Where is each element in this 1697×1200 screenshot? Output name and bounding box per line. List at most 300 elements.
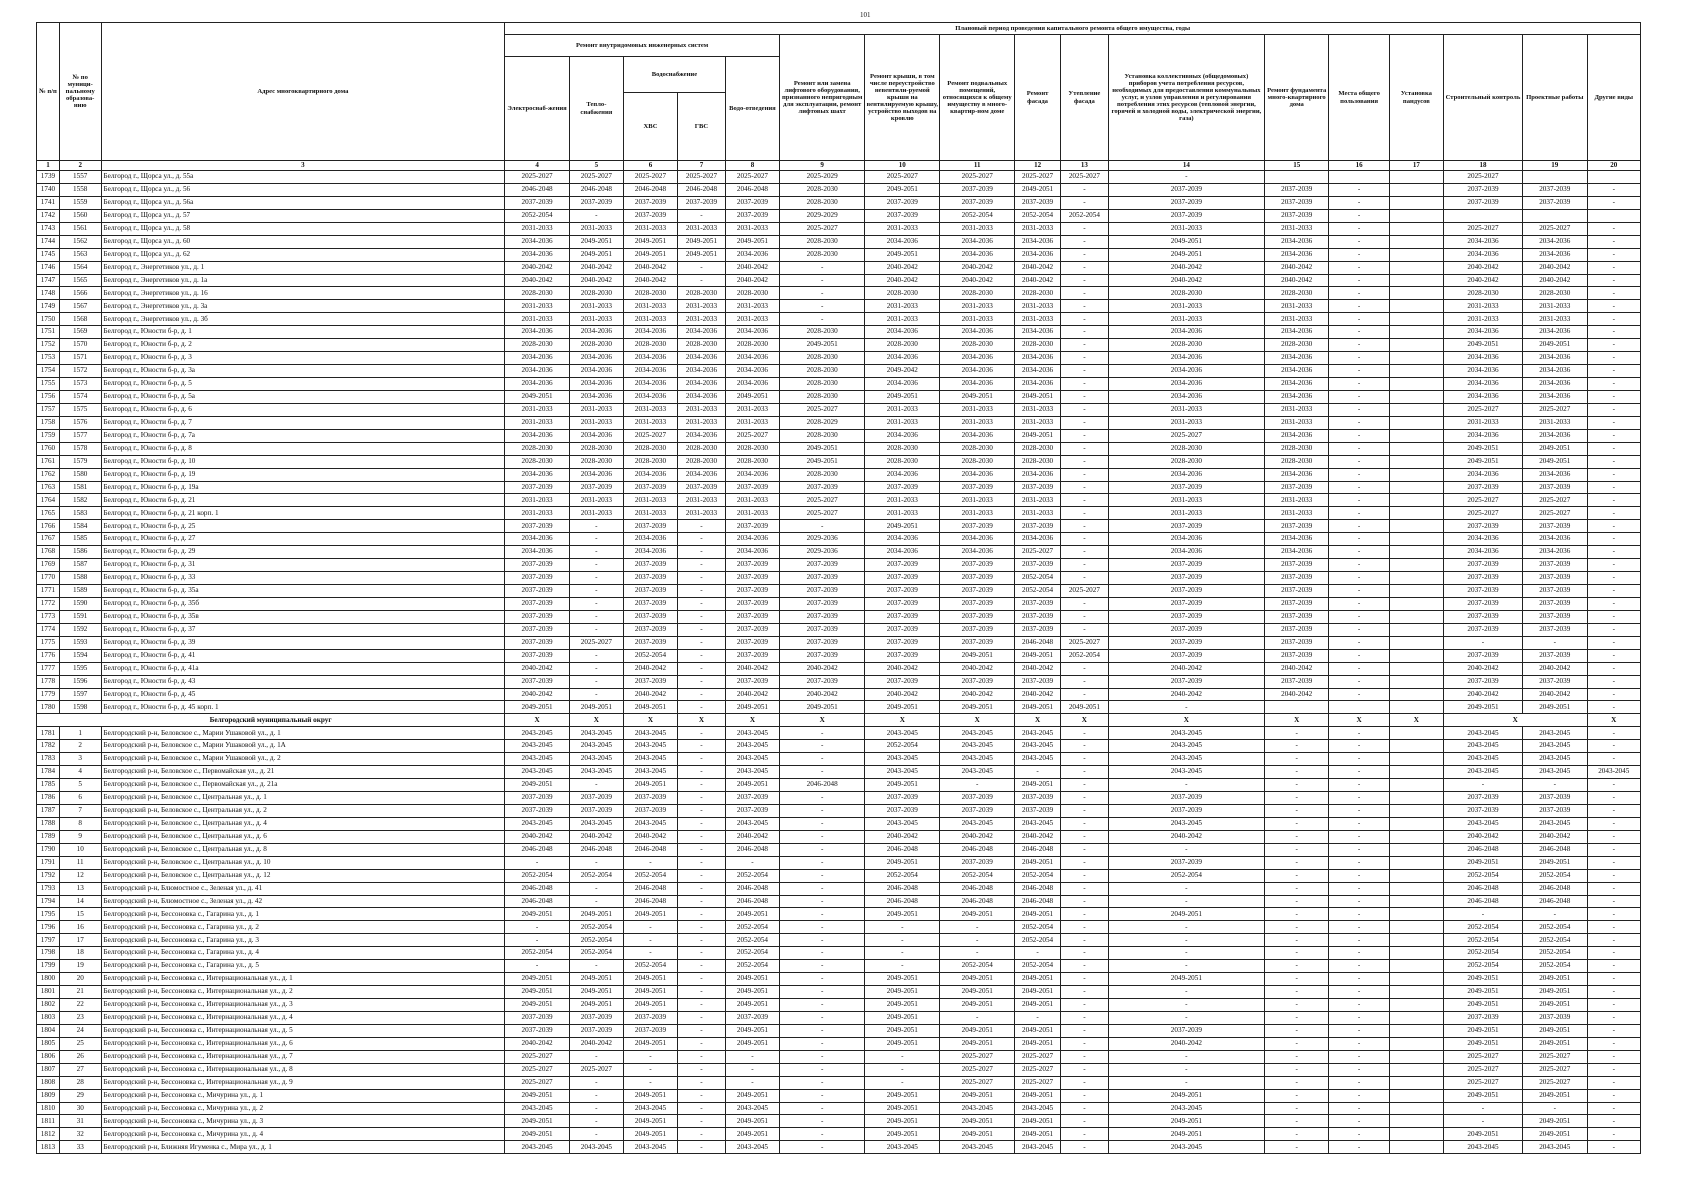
section-marker: X bbox=[569, 714, 623, 727]
period-cell: - bbox=[569, 546, 623, 559]
period-cell: 2037-2039 bbox=[1108, 209, 1264, 222]
period-cell: - bbox=[623, 1076, 677, 1089]
section-marker: X bbox=[1587, 714, 1640, 727]
period-cell: - bbox=[1587, 559, 1640, 572]
period-cell: 2034-2036 bbox=[1015, 326, 1061, 339]
period-cell: - bbox=[569, 1115, 623, 1128]
period-cell: 2037-2039 bbox=[725, 572, 779, 585]
period-cell: - bbox=[1060, 753, 1108, 766]
table-row bbox=[37, 623, 1641, 636]
period-cell bbox=[1389, 1024, 1443, 1037]
period-cell: 2040-2042 bbox=[1443, 662, 1522, 675]
municipal-number-cell: 1565 bbox=[59, 274, 101, 287]
period-cell: - bbox=[1264, 973, 1329, 986]
period-cell: 2037-2039 bbox=[725, 481, 779, 494]
period-cell: 2049-2051 bbox=[1015, 390, 1061, 403]
period-cell: 2043-2045 bbox=[1587, 766, 1640, 779]
period-cell: 2037-2039 bbox=[940, 183, 1015, 196]
period-cell: - bbox=[1264, 817, 1329, 830]
period-cell: 2040-2042 bbox=[725, 274, 779, 287]
period-cell bbox=[1389, 390, 1443, 403]
period-cell: 2037-2039 bbox=[780, 649, 865, 662]
period-cell: - bbox=[1587, 287, 1640, 300]
period-cell: - bbox=[1060, 1063, 1108, 1076]
period-cell: 2037-2039 bbox=[940, 623, 1015, 636]
period-cell: - bbox=[569, 960, 623, 973]
period-cell bbox=[1389, 261, 1443, 274]
municipal-number-cell: 7 bbox=[59, 804, 101, 817]
period-cell: 2037-2039 bbox=[505, 585, 570, 598]
period-cell: 2029-2029 bbox=[780, 209, 865, 222]
period-cell: 2043-2045 bbox=[569, 753, 623, 766]
period-cell: 2049-2051 bbox=[1523, 1128, 1588, 1141]
period-cell: - bbox=[780, 1063, 865, 1076]
period-cell: 2034-2036 bbox=[1264, 235, 1329, 248]
table-row bbox=[37, 546, 1641, 559]
period-cell: 2037-2039 bbox=[725, 559, 779, 572]
period-cell bbox=[1389, 882, 1443, 895]
period-cell: 2031-2033 bbox=[505, 222, 570, 235]
period-cell: 2028-2030 bbox=[623, 287, 677, 300]
period-cell: - bbox=[1329, 559, 1389, 572]
period-cell: 2028-2030 bbox=[505, 442, 570, 455]
period-cell: - bbox=[1108, 934, 1264, 947]
period-cell: 2034-2036 bbox=[1443, 248, 1522, 261]
period-cell: 2049-2051 bbox=[1060, 701, 1108, 714]
period-cell: 2043-2045 bbox=[725, 1141, 779, 1154]
period-cell: 2028-2030 bbox=[780, 183, 865, 196]
period-cell: - bbox=[1060, 183, 1108, 196]
period-cell: 2037-2039 bbox=[569, 804, 623, 817]
period-cell: 2037-2039 bbox=[623, 196, 677, 209]
period-cell: 2034-2036 bbox=[1108, 352, 1264, 365]
period-cell: - bbox=[940, 934, 1015, 947]
period-cell: - bbox=[1329, 688, 1389, 701]
period-cell: 2043-2045 bbox=[865, 753, 940, 766]
period-cell: 2034-2036 bbox=[1523, 468, 1588, 481]
period-cell: 2034-2036 bbox=[865, 429, 940, 442]
period-cell: 2034-2036 bbox=[865, 326, 940, 339]
municipal-number-cell: 25 bbox=[59, 1037, 101, 1050]
period-cell bbox=[1587, 171, 1640, 184]
period-cell: 2037-2039 bbox=[1443, 196, 1522, 209]
municipal-number-cell: 1596 bbox=[59, 675, 101, 688]
period-cell: 2037-2039 bbox=[1015, 792, 1061, 805]
column-number: 1 bbox=[37, 161, 60, 171]
period-cell: - bbox=[1329, 597, 1389, 610]
municipal-number-cell: 17 bbox=[59, 934, 101, 947]
period-cell: 2037-2039 bbox=[1108, 481, 1264, 494]
period-cell: - bbox=[780, 1141, 865, 1154]
period-cell: 2037-2039 bbox=[1523, 610, 1588, 623]
period-cell: 2040-2042 bbox=[1264, 261, 1329, 274]
period-cell: 2046-2048 bbox=[1523, 843, 1588, 856]
period-cell: 2037-2039 bbox=[780, 559, 865, 572]
period-cell: - bbox=[569, 882, 623, 895]
period-cell: 2028-2030 bbox=[725, 455, 779, 468]
period-cell: 2040-2042 bbox=[623, 662, 677, 675]
table-row bbox=[37, 1050, 1641, 1063]
period-cell: - bbox=[678, 766, 726, 779]
row-index-cell: 1750 bbox=[37, 313, 60, 326]
period-cell: 2025-2027 bbox=[1443, 1063, 1522, 1076]
period-cell: 2034-2036 bbox=[623, 468, 677, 481]
col-ramps-header: Установка пандусов bbox=[1389, 35, 1443, 161]
period-cell: 2037-2039 bbox=[1523, 196, 1588, 209]
period-cell: - bbox=[780, 1037, 865, 1050]
row-index-cell: 1801 bbox=[37, 986, 60, 999]
period-cell: 2037-2039 bbox=[725, 649, 779, 662]
period-cell: 2037-2039 bbox=[505, 636, 570, 649]
period-cell: 2043-2045 bbox=[1523, 727, 1588, 740]
period-cell: - bbox=[1108, 1050, 1264, 1063]
table-row bbox=[37, 947, 1641, 960]
period-cell: 2028-2030 bbox=[780, 378, 865, 391]
municipal-number-cell: 1560 bbox=[59, 209, 101, 222]
period-cell: 2049-2051 bbox=[1523, 986, 1588, 999]
municipal-number-cell: 1571 bbox=[59, 352, 101, 365]
period-cell: - bbox=[1329, 753, 1389, 766]
period-cell: 2031-2033 bbox=[1264, 494, 1329, 507]
period-cell: - bbox=[1329, 235, 1389, 248]
municipal-number-cell: 1590 bbox=[59, 597, 101, 610]
period-cell: - bbox=[1329, 365, 1389, 378]
period-cell: 2043-2045 bbox=[725, 1102, 779, 1115]
period-cell: - bbox=[1587, 1128, 1640, 1141]
period-cell: 2028-2030 bbox=[1523, 287, 1588, 300]
period-cell: 2031-2033 bbox=[940, 416, 1015, 429]
period-cell: - bbox=[1443, 779, 1522, 792]
period-cell: 2034-2036 bbox=[623, 533, 677, 546]
period-cell: 2043-2045 bbox=[725, 766, 779, 779]
period-cell: - bbox=[1587, 610, 1640, 623]
period-cell: - bbox=[1329, 908, 1389, 921]
period-cell: 2028-2030 bbox=[940, 455, 1015, 468]
table-row bbox=[37, 300, 1641, 313]
address-cell: Белгородский р-н, Бессоновка с., Интернациональная ул., д. 7 bbox=[101, 1050, 505, 1063]
address-cell: Белгород г., Юности б-р, д. 25 bbox=[101, 520, 505, 533]
period-cell: - bbox=[780, 986, 865, 999]
period-cell: - bbox=[1264, 947, 1329, 960]
period-cell: - bbox=[1060, 869, 1108, 882]
period-cell: 2025-2027 bbox=[505, 1076, 570, 1089]
period-cell bbox=[1389, 675, 1443, 688]
period-cell: - bbox=[569, 572, 623, 585]
period-cell: 2025-2027 bbox=[1443, 1076, 1522, 1089]
col-facade-header: Ремонт фасада bbox=[1015, 35, 1061, 161]
period-cell: - bbox=[865, 1063, 940, 1076]
period-cell: - bbox=[780, 1024, 865, 1037]
period-cell: 2037-2039 bbox=[865, 792, 940, 805]
period-cell: - bbox=[1329, 481, 1389, 494]
address-cell: Белгород г., Юности б-р, д. 19 bbox=[101, 468, 505, 481]
period-cell: - bbox=[569, 649, 623, 662]
period-cell: - bbox=[725, 1050, 779, 1063]
row-index-cell: 1808 bbox=[37, 1076, 60, 1089]
period-cell: 2034-2036 bbox=[1015, 468, 1061, 481]
period-cell bbox=[1389, 287, 1443, 300]
period-cell: - bbox=[1329, 378, 1389, 391]
period-cell bbox=[1389, 196, 1443, 209]
table-row bbox=[37, 533, 1641, 546]
period-cell: 2040-2042 bbox=[569, 1037, 623, 1050]
period-cell: 2037-2039 bbox=[940, 481, 1015, 494]
period-cell: - bbox=[1587, 339, 1640, 352]
period-cell: 2049-2051 bbox=[940, 701, 1015, 714]
period-cell: - bbox=[1060, 546, 1108, 559]
period-cell: 2031-2033 bbox=[1108, 313, 1264, 326]
period-cell: 2040-2042 bbox=[725, 261, 779, 274]
period-cell: 2052-2054 bbox=[1015, 869, 1061, 882]
period-cell: - bbox=[780, 960, 865, 973]
period-cell: - bbox=[569, 675, 623, 688]
period-cell: 2052-2054 bbox=[1523, 934, 1588, 947]
address-cell: Белгород г., Юности б-р, д. 39 bbox=[101, 636, 505, 649]
row-index-cell: 1783 bbox=[37, 753, 60, 766]
period-cell: 2031-2033 bbox=[505, 494, 570, 507]
col-hot-water-header: ГВС bbox=[678, 93, 726, 161]
row-index-cell: 1789 bbox=[37, 830, 60, 843]
period-cell: 2034-2036 bbox=[1108, 390, 1264, 403]
period-cell: - bbox=[1587, 507, 1640, 520]
period-cell: - bbox=[1108, 960, 1264, 973]
period-cell: 2052-2054 bbox=[1443, 960, 1522, 973]
period-cell: 2049-2051 bbox=[1443, 1089, 1522, 1102]
period-cell: 2046-2048 bbox=[1523, 895, 1588, 908]
period-cell bbox=[1389, 352, 1443, 365]
period-cell: 2049-2051 bbox=[623, 701, 677, 714]
period-cell: - bbox=[1587, 792, 1640, 805]
period-cell: - bbox=[569, 779, 623, 792]
row-index-cell: 1753 bbox=[37, 352, 60, 365]
period-cell: 2034-2036 bbox=[865, 235, 940, 248]
row-index-cell: 1772 bbox=[37, 597, 60, 610]
period-cell bbox=[1389, 339, 1443, 352]
period-cell: 2031-2033 bbox=[1264, 300, 1329, 313]
period-cell: - bbox=[569, 520, 623, 533]
municipal-number-cell: 1587 bbox=[59, 559, 101, 572]
period-cell: 2037-2039 bbox=[780, 597, 865, 610]
period-cell: 2049-2051 bbox=[623, 908, 677, 921]
period-cell: - bbox=[1108, 1063, 1264, 1076]
address-cell: Белгород г., Юности б-р, д. 2 bbox=[101, 339, 505, 352]
period-cell bbox=[1587, 209, 1640, 222]
municipal-number-cell: 1573 bbox=[59, 378, 101, 391]
period-cell: 2040-2042 bbox=[623, 274, 677, 287]
period-cell: - bbox=[678, 572, 726, 585]
period-cell: 2037-2039 bbox=[505, 481, 570, 494]
period-cell: 2037-2039 bbox=[569, 196, 623, 209]
period-cell: 2025-2027 bbox=[505, 171, 570, 184]
period-cell: - bbox=[1587, 1011, 1640, 1024]
table-row bbox=[37, 494, 1641, 507]
period-cell: 2049-2051 bbox=[1015, 1037, 1061, 1050]
period-cell: 2046-2048 bbox=[940, 895, 1015, 908]
period-cell: 2043-2045 bbox=[1443, 727, 1522, 740]
period-cell: 2040-2042 bbox=[569, 274, 623, 287]
period-cell: 2049-2051 bbox=[569, 986, 623, 999]
period-cell: - bbox=[569, 623, 623, 636]
period-cell: 2037-2039 bbox=[1443, 597, 1522, 610]
period-cell: - bbox=[569, 688, 623, 701]
period-cell: 2049-2051 bbox=[623, 235, 677, 248]
table-row bbox=[37, 390, 1641, 403]
period-cell: - bbox=[865, 947, 940, 960]
table-row bbox=[37, 895, 1641, 908]
period-cell: 2025-2027 bbox=[940, 1050, 1015, 1063]
period-cell: 2049-2051 bbox=[1015, 779, 1061, 792]
period-cell: 2049-2051 bbox=[1523, 856, 1588, 869]
period-cell: 2043-2045 bbox=[505, 727, 570, 740]
period-cell: 2040-2042 bbox=[505, 662, 570, 675]
period-cell: 2049-2051 bbox=[1443, 1128, 1522, 1141]
period-cell: 2028-2030 bbox=[569, 287, 623, 300]
period-cell: - bbox=[1264, 908, 1329, 921]
period-cell: 2040-2042 bbox=[505, 830, 570, 843]
period-cell: 2037-2039 bbox=[865, 481, 940, 494]
period-cell: 2040-2042 bbox=[1443, 274, 1522, 287]
municipal-number-cell: 16 bbox=[59, 921, 101, 934]
period-cell: - bbox=[1329, 934, 1389, 947]
period-cell: - bbox=[1060, 365, 1108, 378]
period-cell: - bbox=[1523, 779, 1588, 792]
period-cell bbox=[1389, 416, 1443, 429]
period-cell: 2049-2051 bbox=[865, 183, 940, 196]
row-index-cell: 1746 bbox=[37, 261, 60, 274]
period-cell: - bbox=[1264, 830, 1329, 843]
row-index-cell: 1762 bbox=[37, 468, 60, 481]
municipal-number-cell: 1566 bbox=[59, 287, 101, 300]
period-cell: 2037-2039 bbox=[1015, 623, 1061, 636]
period-cell: 2031-2033 bbox=[505, 403, 570, 416]
table-row bbox=[37, 727, 1641, 740]
period-cell: 2028-2030 bbox=[780, 390, 865, 403]
period-cell: - bbox=[569, 209, 623, 222]
table-row bbox=[37, 688, 1641, 701]
period-cell: - bbox=[1060, 662, 1108, 675]
period-cell: 2049-2051 bbox=[725, 1037, 779, 1050]
period-cell: 2043-2045 bbox=[725, 740, 779, 753]
period-cell: - bbox=[1264, 882, 1329, 895]
period-cell: 2034-2036 bbox=[678, 365, 726, 378]
address-cell: Белгородский р-н, Бессоновка с., Мичурина ул., д. 1 bbox=[101, 1089, 505, 1102]
period-cell: 2049-2051 bbox=[865, 986, 940, 999]
period-cell bbox=[1389, 1089, 1443, 1102]
period-cell: - bbox=[780, 766, 865, 779]
period-cell: 2037-2039 bbox=[725, 675, 779, 688]
period-cell: 2034-2036 bbox=[1264, 429, 1329, 442]
period-cell: 2040-2042 bbox=[1264, 274, 1329, 287]
period-cell: 2049-2051 bbox=[865, 999, 940, 1012]
period-cell: 2028-2030 bbox=[780, 468, 865, 481]
period-cell bbox=[1389, 1115, 1443, 1128]
period-cell: 2037-2039 bbox=[505, 520, 570, 533]
municipal-number-cell: 1570 bbox=[59, 339, 101, 352]
municipal-number-cell: 1586 bbox=[59, 546, 101, 559]
period-cell: - bbox=[1264, 1063, 1329, 1076]
period-cell: - bbox=[1523, 908, 1588, 921]
period-cell: 2028-2030 bbox=[1264, 442, 1329, 455]
period-cell: 2052-2054 bbox=[725, 921, 779, 934]
period-cell: 2049-2051 bbox=[865, 1089, 940, 1102]
period-cell: 2034-2036 bbox=[505, 546, 570, 559]
period-cell: - bbox=[1587, 882, 1640, 895]
period-cell: 2046-2048 bbox=[569, 843, 623, 856]
period-cell: - bbox=[1587, 313, 1640, 326]
period-cell: - bbox=[569, 610, 623, 623]
period-cell: 2037-2039 bbox=[940, 585, 1015, 598]
period-cell: 2043-2045 bbox=[623, 753, 677, 766]
period-cell: 2037-2039 bbox=[780, 481, 865, 494]
row-index-cell: 1763 bbox=[37, 481, 60, 494]
period-cell: - bbox=[865, 934, 940, 947]
period-cell: 2034-2036 bbox=[1015, 533, 1061, 546]
period-cell: - bbox=[1329, 248, 1389, 261]
period-cell: - bbox=[1587, 300, 1640, 313]
table-row bbox=[37, 649, 1641, 662]
row-index-cell: 1739 bbox=[37, 171, 60, 184]
period-cell: 2034-2036 bbox=[623, 326, 677, 339]
period-cell: 2049-2051 bbox=[725, 701, 779, 714]
period-cell: 2031-2033 bbox=[569, 313, 623, 326]
row-index-cell: 1758 bbox=[37, 416, 60, 429]
period-cell: - bbox=[1587, 1141, 1640, 1154]
address-cell: Белгород г., Энергетиков ул., д. 1 bbox=[101, 261, 505, 274]
row-index-cell: 1802 bbox=[37, 999, 60, 1012]
period-cell: 2031-2033 bbox=[865, 313, 940, 326]
period-cell: 2025-2027 bbox=[1443, 494, 1522, 507]
period-cell: - bbox=[1329, 856, 1389, 869]
period-cell: 2049-2051 bbox=[1015, 973, 1061, 986]
period-cell: 2037-2039 bbox=[725, 804, 779, 817]
period-cell: - bbox=[678, 1050, 726, 1063]
period-cell: - bbox=[1329, 274, 1389, 287]
period-cell: 2049-2051 bbox=[1443, 339, 1522, 352]
period-cell bbox=[1389, 701, 1443, 714]
period-cell: 2034-2036 bbox=[505, 533, 570, 546]
period-cell bbox=[1329, 171, 1389, 184]
row-index-cell: 1764 bbox=[37, 494, 60, 507]
period-cell: - bbox=[678, 649, 726, 662]
address-cell: Белгород г., Щорса ул., д. 56а bbox=[101, 196, 505, 209]
period-cell: 2028-2030 bbox=[725, 287, 779, 300]
column-number: 15 bbox=[1264, 161, 1329, 171]
period-cell: - bbox=[678, 999, 726, 1012]
period-cell: - bbox=[1587, 572, 1640, 585]
period-cell: 2049-2051 bbox=[1523, 973, 1588, 986]
period-cell: - bbox=[1264, 921, 1329, 934]
address-cell: Белгород г., Щорса ул., д. 58 bbox=[101, 222, 505, 235]
period-cell: 2025-2027 bbox=[1015, 1076, 1061, 1089]
table-row bbox=[37, 662, 1641, 675]
table-row bbox=[37, 934, 1641, 947]
period-cell: 2031-2033 bbox=[1015, 222, 1061, 235]
period-cell: - bbox=[1329, 209, 1389, 222]
period-cell: 2031-2033 bbox=[725, 300, 779, 313]
period-cell: 2034-2036 bbox=[725, 546, 779, 559]
row-index-cell: 1795 bbox=[37, 908, 60, 921]
period-cell: 2049-2051 bbox=[1523, 1115, 1588, 1128]
period-cell: - bbox=[1329, 610, 1389, 623]
period-cell: 2049-2051 bbox=[865, 1128, 940, 1141]
column-number: 19 bbox=[1523, 161, 1588, 171]
column-number: 17 bbox=[1389, 161, 1443, 171]
period-cell bbox=[1389, 597, 1443, 610]
period-cell: - bbox=[505, 921, 570, 934]
period-cell: 2028-2030 bbox=[1015, 339, 1061, 352]
period-cell: 2049-2051 bbox=[505, 390, 570, 403]
period-cell: - bbox=[1329, 843, 1389, 856]
